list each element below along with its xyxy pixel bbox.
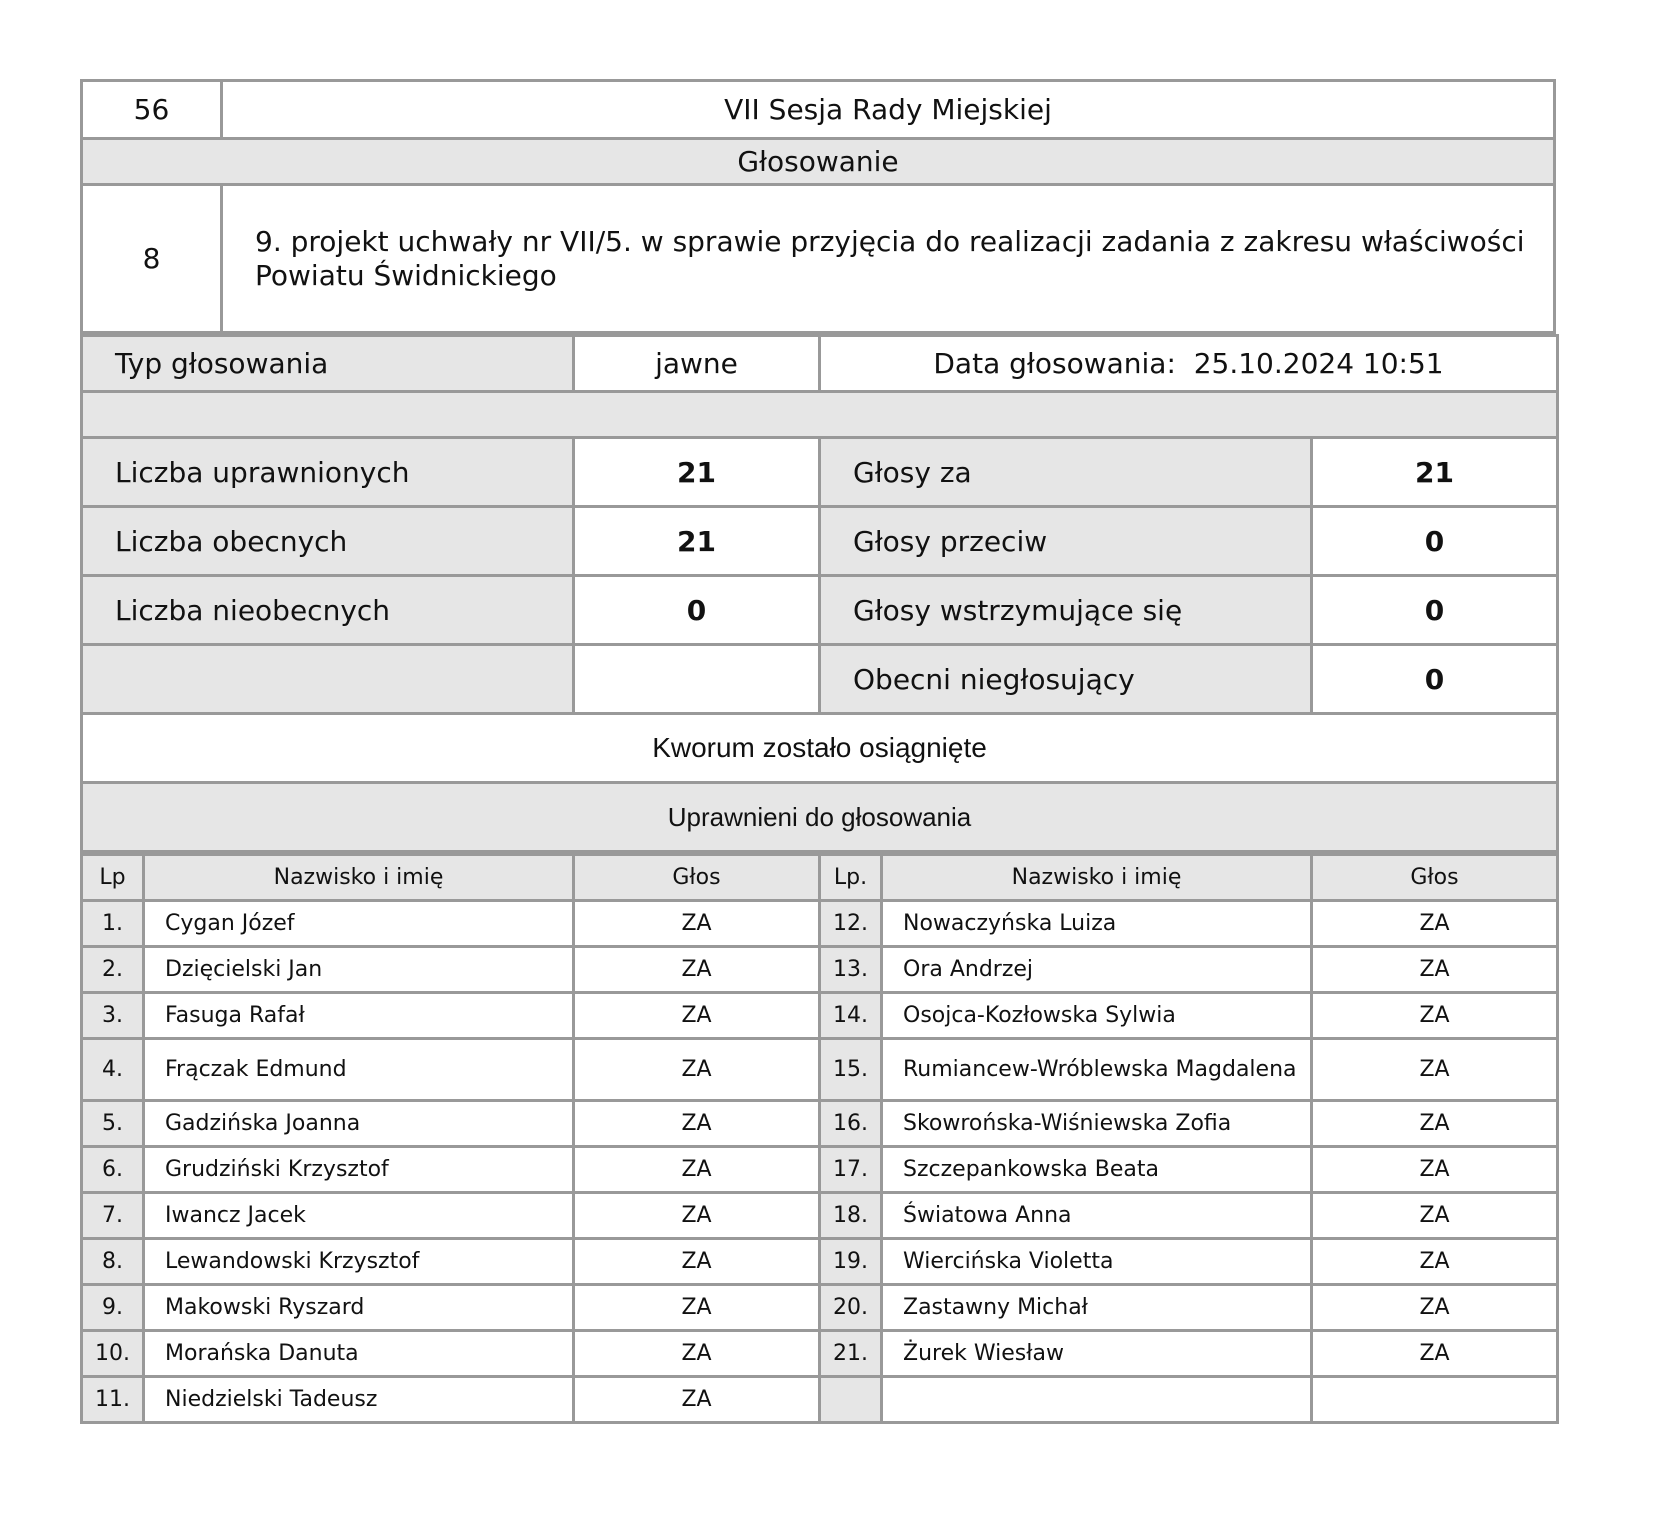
- col-lp-left: Lp: [82, 855, 144, 901]
- voter-vote: ZA: [1312, 947, 1558, 993]
- voter-name: Makowski Ryszard: [144, 1285, 574, 1331]
- entitled-value: 21: [574, 438, 820, 507]
- table-row: [82, 1101, 1558, 1147]
- voter-vote: ZA: [574, 947, 820, 993]
- table-row: [82, 1147, 1558, 1193]
- vote-date-value: 25.10.2024 10:51: [1193, 347, 1444, 380]
- voter-name: Fasuga Rafał: [144, 993, 574, 1039]
- present-value: 21: [574, 507, 820, 576]
- vote-date: [820, 336, 1558, 392]
- voter-lp: 15.: [820, 1039, 882, 1101]
- voter-name: Ora Andrzej: [882, 947, 1312, 993]
- voting-report: [80, 79, 1556, 1424]
- voter-name: Skowrońska-Wiśniewska Zofia: [882, 1101, 1312, 1147]
- voter-vote: ZA: [574, 1285, 820, 1331]
- voter-lp: 17.: [820, 1147, 882, 1193]
- table-row: [82, 1193, 1558, 1239]
- voter-lp: 3.: [82, 993, 144, 1039]
- absent-value: 0: [574, 576, 820, 645]
- voter-vote: ZA: [1312, 1193, 1558, 1239]
- table-row: [82, 947, 1558, 993]
- voter-vote: ZA: [1312, 1239, 1558, 1285]
- empty-cell: [82, 645, 574, 714]
- table-row: [82, 993, 1558, 1039]
- voter-vote: ZA: [574, 1101, 820, 1147]
- voters-table: [80, 853, 1559, 1424]
- voter-name: [882, 1377, 1312, 1423]
- voter-name: Osojca-Kozłowska Sylwia: [882, 993, 1312, 1039]
- voter-name: Iwancz Jacek: [144, 1193, 574, 1239]
- voter-lp: 2.: [82, 947, 144, 993]
- voter-lp: 14.: [820, 993, 882, 1039]
- voters-body: [82, 855, 1558, 1423]
- stats-table: [80, 334, 1559, 853]
- session-number: 56: [82, 81, 222, 139]
- votes-against-value: 0: [1312, 507, 1558, 576]
- abstain-value: 0: [1312, 576, 1558, 645]
- voter-vote: ZA: [1312, 1331, 1558, 1377]
- voter-lp: 9.: [82, 1285, 144, 1331]
- voter-lp: 19.: [820, 1239, 882, 1285]
- table-row: [82, 1331, 1558, 1377]
- voter-vote: ZA: [1312, 1101, 1558, 1147]
- vote-type-value: jawne: [574, 336, 820, 392]
- col-vote-left: Głos: [574, 855, 820, 901]
- col-name-left: Nazwisko i imię: [144, 855, 574, 901]
- voter-name: Zastawny Michał: [882, 1285, 1312, 1331]
- voter-lp: 10.: [82, 1331, 144, 1377]
- votes-for-value: 21: [1312, 438, 1558, 507]
- voter-lp: 16.: [820, 1101, 882, 1147]
- voter-name: Światowa Anna: [882, 1193, 1312, 1239]
- table-row: [82, 1239, 1558, 1285]
- col-vote-right: Głos: [1312, 855, 1558, 901]
- item-number: 8: [82, 185, 222, 333]
- voter-lp: 1.: [82, 901, 144, 947]
- vote-type-label: Typ głosowania: [82, 336, 574, 392]
- voter-name: Gadzińska Joanna: [144, 1101, 574, 1147]
- voter-name: Szczepankowska Beata: [882, 1147, 1312, 1193]
- voter-vote: ZA: [574, 1147, 820, 1193]
- voter-vote: ZA: [574, 1039, 820, 1101]
- voter-name: Niedzielski Tadeusz: [144, 1377, 574, 1423]
- voter-lp: 20.: [820, 1285, 882, 1331]
- voters-title: Uprawnieni do głosowania: [82, 783, 1558, 852]
- nonvoting-value: 0: [1312, 645, 1558, 714]
- voter-vote: ZA: [574, 1239, 820, 1285]
- voter-name: Wiercińska Violetta: [882, 1239, 1312, 1285]
- absent-label: Liczba nieobecnych: [82, 576, 574, 645]
- voter-vote: ZA: [1312, 1285, 1558, 1331]
- voter-vote: ZA: [1312, 901, 1558, 947]
- voter-name: Grudziński Krzysztof: [144, 1147, 574, 1193]
- voter-lp: 11.: [82, 1377, 144, 1423]
- table-row: [82, 1285, 1558, 1331]
- abstain-label: Głosy wstrzymujące się: [820, 576, 1312, 645]
- voter-lp: 21.: [820, 1331, 882, 1377]
- present-label: Liczba obecnych: [82, 507, 574, 576]
- voter-lp: 12.: [820, 901, 882, 947]
- voter-vote: ZA: [1312, 993, 1558, 1039]
- voter-lp: 18.: [820, 1193, 882, 1239]
- voters-header-row: [82, 855, 1558, 901]
- voter-vote: ZA: [574, 993, 820, 1039]
- voter-vote: ZA: [574, 1331, 820, 1377]
- spacer-row: [82, 392, 1558, 438]
- table-row: [82, 1377, 1558, 1423]
- voter-lp: 5.: [82, 1101, 144, 1147]
- voter-vote: [1312, 1377, 1558, 1423]
- voter-lp: 13.: [820, 947, 882, 993]
- voter-name: Rumiancew-Wróblewska Magdalena: [882, 1039, 1312, 1101]
- voter-name: Lewandowski Krzysztof: [144, 1239, 574, 1285]
- col-lp-right: Lp.: [820, 855, 882, 901]
- vote-date-label: Data głosowania:: [933, 347, 1176, 380]
- nonvoting-label: Obecni niegłosujący: [820, 645, 1312, 714]
- entitled-label: Liczba uprawnionych: [82, 438, 574, 507]
- table-row: [82, 1039, 1558, 1101]
- voter-name: Morańska Danuta: [144, 1331, 574, 1377]
- voter-vote: ZA: [574, 1377, 820, 1423]
- votes-for-label: Głosy za: [820, 438, 1312, 507]
- empty-cell: [574, 645, 820, 714]
- voter-lp: 4.: [82, 1039, 144, 1101]
- voter-lp: 7.: [82, 1193, 144, 1239]
- voter-name: Żurek Wiesław: [882, 1331, 1312, 1377]
- voter-vote: ZA: [574, 1193, 820, 1239]
- votes-against-label: Głosy przeciw: [820, 507, 1312, 576]
- session-title: VII Sesja Rady Miejskiej: [222, 81, 1555, 139]
- voter-vote: ZA: [574, 901, 820, 947]
- voter-vote: ZA: [1312, 1039, 1558, 1101]
- quorum-status: Kworum zostało osiągnięte: [82, 714, 1558, 783]
- voter-name: Frączak Edmund: [144, 1039, 574, 1101]
- section-title: Głosowanie: [82, 139, 1555, 185]
- item-description: 9. projekt uchwały nr VII/5. w sprawie przyjęcia do realizacji zadania z zakresu właściwości Powiatu Świdnickiego: [222, 185, 1555, 333]
- col-name-right: Nazwisko i imię: [882, 855, 1312, 901]
- voter-lp: 6.: [82, 1147, 144, 1193]
- voter-name: Nowaczyńska Luiza: [882, 901, 1312, 947]
- voter-name: Cygan Józef: [144, 901, 574, 947]
- voter-lp: [820, 1377, 882, 1423]
- voter-vote: ZA: [1312, 1147, 1558, 1193]
- header-table: [80, 79, 1556, 334]
- voter-name: Dzięcielski Jan: [144, 947, 574, 993]
- table-row: [82, 901, 1558, 947]
- voter-lp: 8.: [82, 1239, 144, 1285]
